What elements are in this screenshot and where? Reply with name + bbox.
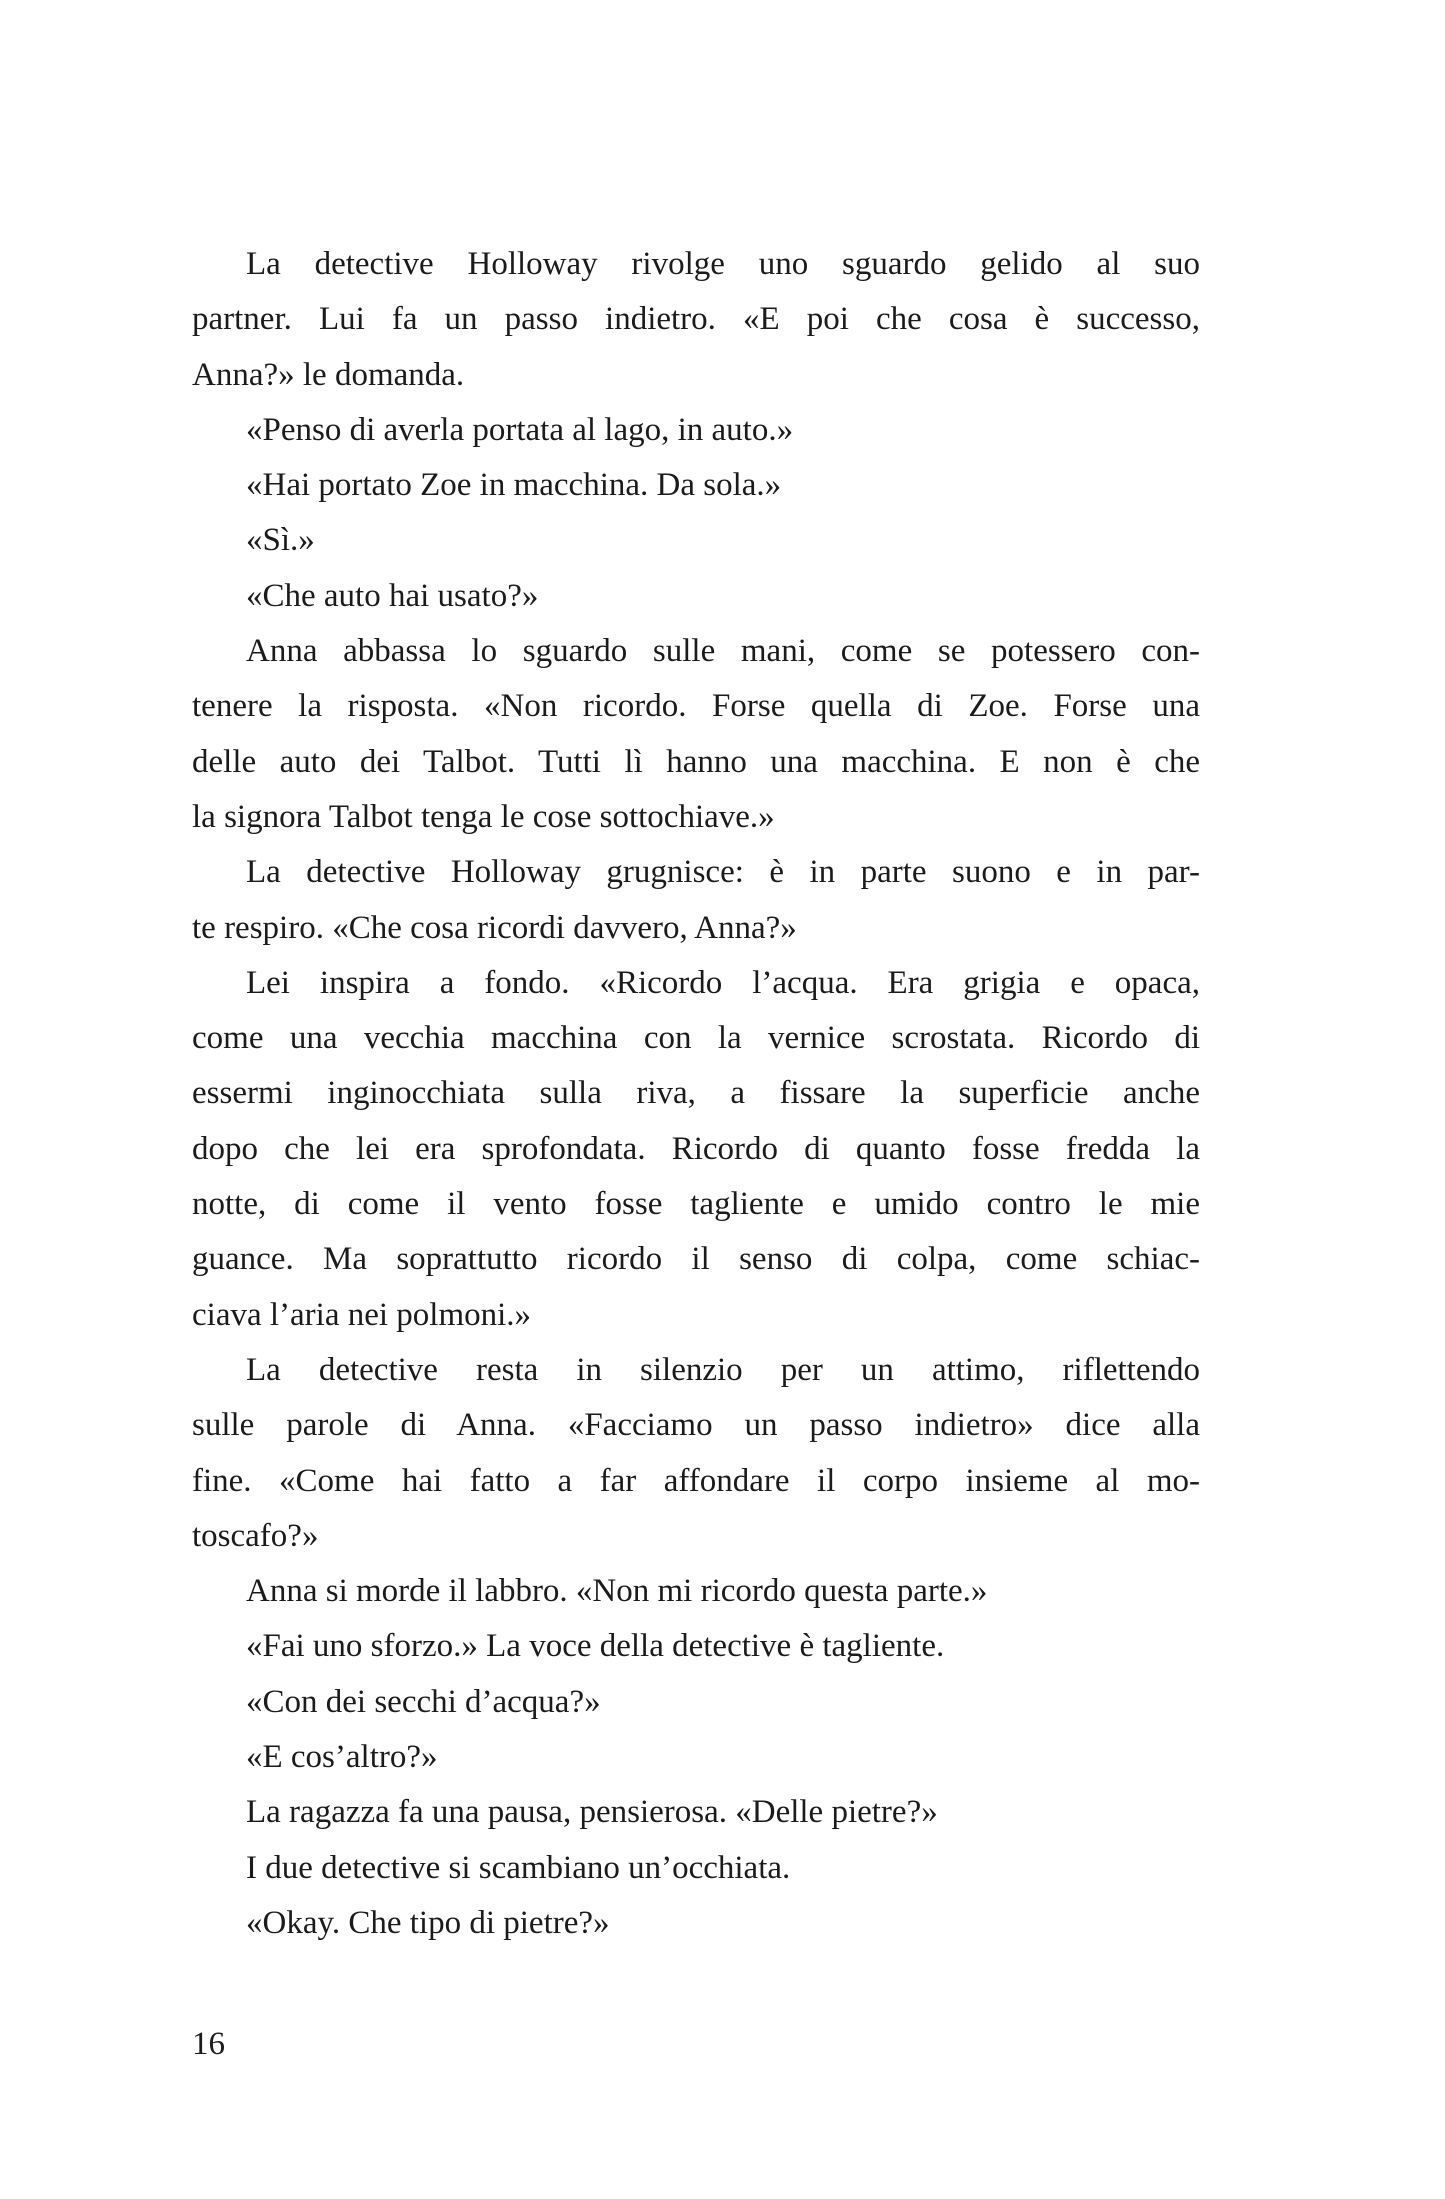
text-line: I due detective si scambiano un’occhiata. — [246, 1849, 791, 1886]
text-line: «Penso di averla portata al lago, in auto.» — [246, 411, 794, 448]
text-line: te respiro. «Che cosa ricordi davvero, Anna?» — [192, 909, 797, 946]
text-line: guance. Ma soprattutto ricordo il senso di colpa, come schiac- — [192, 1241, 1200, 1278]
text-line: come una vecchia macchina con la vernice scrostata. Ricordo di — [192, 1020, 1200, 1057]
text-line: tenere la risposta. «Non ricordo. Forse quella di Zoe. Forse una — [192, 688, 1200, 725]
text-line: «Hai portato Zoe in macchina. Da sola.» — [246, 467, 782, 504]
text-line: partner. Lui fa un passo indietro. «E poi che cosa è successo, — [192, 301, 1200, 338]
text-line: Anna abbassa lo sguardo sulle mani, come se potessero con- — [246, 633, 1200, 670]
text-line: «Con dei secchi d’acqua?» — [246, 1683, 601, 1720]
page-number: 16 — [192, 2026, 225, 2062]
page-text-block — [192, 237, 1200, 1951]
text-line: notte, di come il vento fosse tagliente e umido contro le mie — [192, 1186, 1200, 1223]
text-line: «Okay. Che tipo di pietre?» — [246, 1904, 610, 1941]
text-line: la signora Talbot tenga le cose sottochiave.» — [192, 798, 775, 835]
text-line: «Che auto hai usato?» — [246, 577, 539, 614]
text-line: delle auto dei Talbot. Tutti lì hanno una macchina. E non è che — [192, 743, 1200, 780]
text-line: fine. «Come hai fatto a far affondare il corpo insieme al mo- — [192, 1462, 1200, 1499]
text-line: «E cos’altro?» — [246, 1739, 438, 1776]
text-line: Anna si morde il labbro. «Non mi ricordo questa parte.» — [246, 1573, 988, 1610]
text-line: sulle parole di Anna. «Facciamo un passo indietro» dice alla — [192, 1407, 1200, 1444]
text-line: toscafo?» — [192, 1517, 319, 1554]
text-line: La detective Holloway grugnisce: è in parte suono e in par- — [246, 854, 1200, 891]
text-line: «Sì.» — [246, 522, 315, 559]
text-line: ciava l’aria nei polmoni.» — [192, 1296, 532, 1333]
text-line: La detective Holloway rivolge uno sguardo gelido al suo — [246, 246, 1200, 282]
text-line: «Fai uno sforzo.» La voce della detective è tagliente. — [246, 1628, 945, 1665]
text-line: La ragazza fa una pausa, pensierosa. «Delle pietre?» — [246, 1794, 938, 1831]
text-line: Anna?» le domanda. — [192, 356, 465, 393]
text-line: dopo che lei era sprofondata. Ricordo di quanto fosse fredda la — [192, 1130, 1200, 1167]
text-line: essermi inginocchiata sulla riva, a fissare la superficie anche — [192, 1075, 1200, 1112]
text-line: Lei inspira a fondo. «Ricordo l’acqua. Era grigia e opaca, — [246, 964, 1200, 1001]
text-line: La detective resta in silenzio per un attimo, riflettendo — [246, 1351, 1200, 1388]
